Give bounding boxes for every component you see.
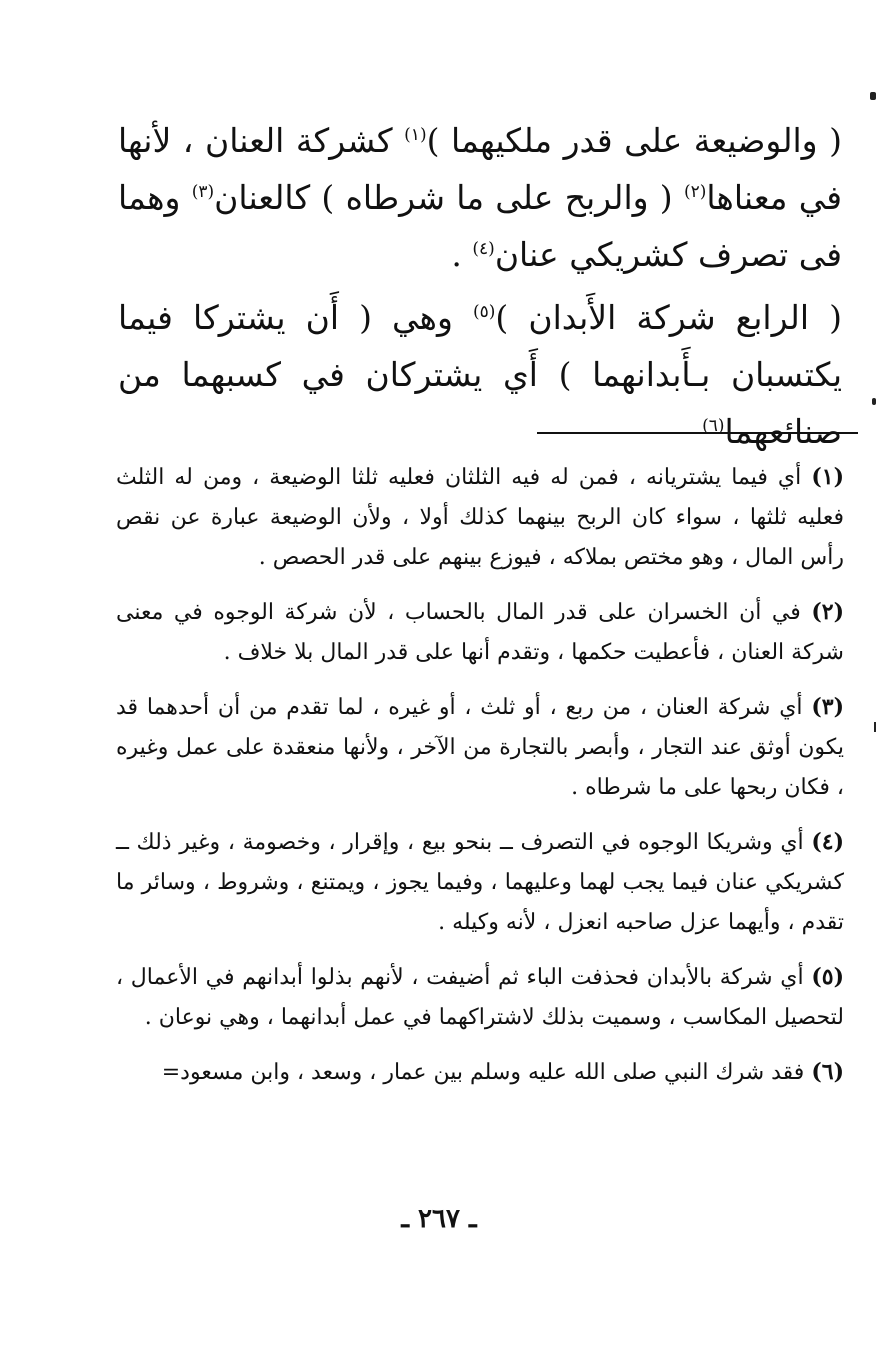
footnote-ref: (٥) [472, 302, 496, 322]
footnote-text: أي شركة العنان ، من ربع ، أو ثلث ، أو غيره ، لما تقدم من أن أحدهما قد يكون أوثق عند التجار ، وأبصر بالتجارة من الآخر ، ولأنها منعقدة على عمل وغيره ، فكان ربحها على ما شرطاه . [116, 695, 844, 800]
main-text-segment: ( الرابع شركة الأَبدان ) [495, 298, 842, 337]
main-text-segment: ( والوضيعة على قدر ملكيهما ) [426, 121, 843, 160]
footnote-text: أي فيما يشتريانه ، فمن له فيه الثلثان فعليه ثلثا الوضيعة ، ومن له الثلث فعليه ثلثها ، سواء كان الربح بينهما كذلك أولا ، ولأن الوضيعة عبارة عن نقص رأس المال ، وهو مختص بملاكه ، فيوزع بينهم على قدر الحصص . [116, 465, 844, 570]
main-paragraph-2 [118, 289, 842, 460]
main-text-segment: وهما فى تصرف كشريكي عنان [118, 178, 842, 274]
page-number: ـ ٢٦٧ ـ [401, 1204, 477, 1234]
footnote-4 [116, 822, 844, 943]
footnote-text: أي شركة بالأبدان فحذفت الباء ثم أضيفت ، لأنهم بذلوا أبدانهم في الأعمال ، لتحصيل المكاسب ، وسميت بذلك لاشتراكهما في عمل أبدانهما ، وهي نوعان . [116, 965, 844, 1030]
footnote-text: أي وشريكا الوجوه في التصرف ــ بنحو بيع ، وإقرار ، وخصومة ، وغير ذلك ــ كشريكي عنان فيما يجب لهما وعليهما ، وفيما يجوز ، ويمتنع ، وشروط ، وسائر ما تقدم ، وأيهما عزل صاحبه انعزل ، لأنه وكيله . [116, 830, 844, 935]
footnote-number: (٥) [811, 964, 844, 990]
footnotes-block [116, 457, 844, 1107]
footnote-separator-rule [537, 432, 858, 434]
footnote-3 [116, 687, 844, 808]
footnote-ref: (٢) [683, 182, 707, 202]
footnote-number: (٣) [811, 694, 844, 720]
main-text-segment: وهي ( أَن يشتركا فيما يكتسبان بـأَبدانهما ) أَي يشتركان في كسبهما من صنائعهما [118, 298, 842, 451]
main-text-segment: ( والربح على ما شرطاه ) كالعنان [214, 178, 684, 217]
footnote-number: (٦) [811, 1059, 844, 1085]
footnote-number: (١) [811, 464, 844, 490]
footnote-text: في أن الخسران على قدر المال بالحساب ، لأن شركة الوجوه في معنى شركة العنان ، فأعطيت حكمها ، وتقدم أنها على قدر المال بلا خلاف . [116, 600, 844, 665]
main-text-segment: . [451, 235, 473, 274]
scan-speck [872, 398, 876, 405]
main-paragraph-1 [118, 112, 842, 283]
scan-speck [874, 722, 876, 732]
footnote-2 [116, 592, 844, 673]
main-text-block [118, 112, 842, 460]
footnote-6 [116, 1052, 844, 1093]
footnote-5 [116, 957, 844, 1038]
scan-speck [870, 92, 876, 100]
footnote-ref: (٤) [472, 239, 495, 259]
footnote-text: فقد شرك النبي صلى الله عليه وسلم بين عمار ، وسعد ، وابن مسعود= [161, 1060, 812, 1085]
footnote-number: (٢) [811, 599, 844, 625]
footnote-number: (٤) [811, 829, 844, 855]
footnote-ref: (٣) [191, 182, 215, 202]
main-text-segment: كشركة العنان ، لأنها في معناها [118, 121, 842, 217]
footnote-ref: (٦) [702, 416, 725, 436]
footnote-ref: (١) [404, 125, 427, 145]
footnote-1 [116, 457, 844, 578]
